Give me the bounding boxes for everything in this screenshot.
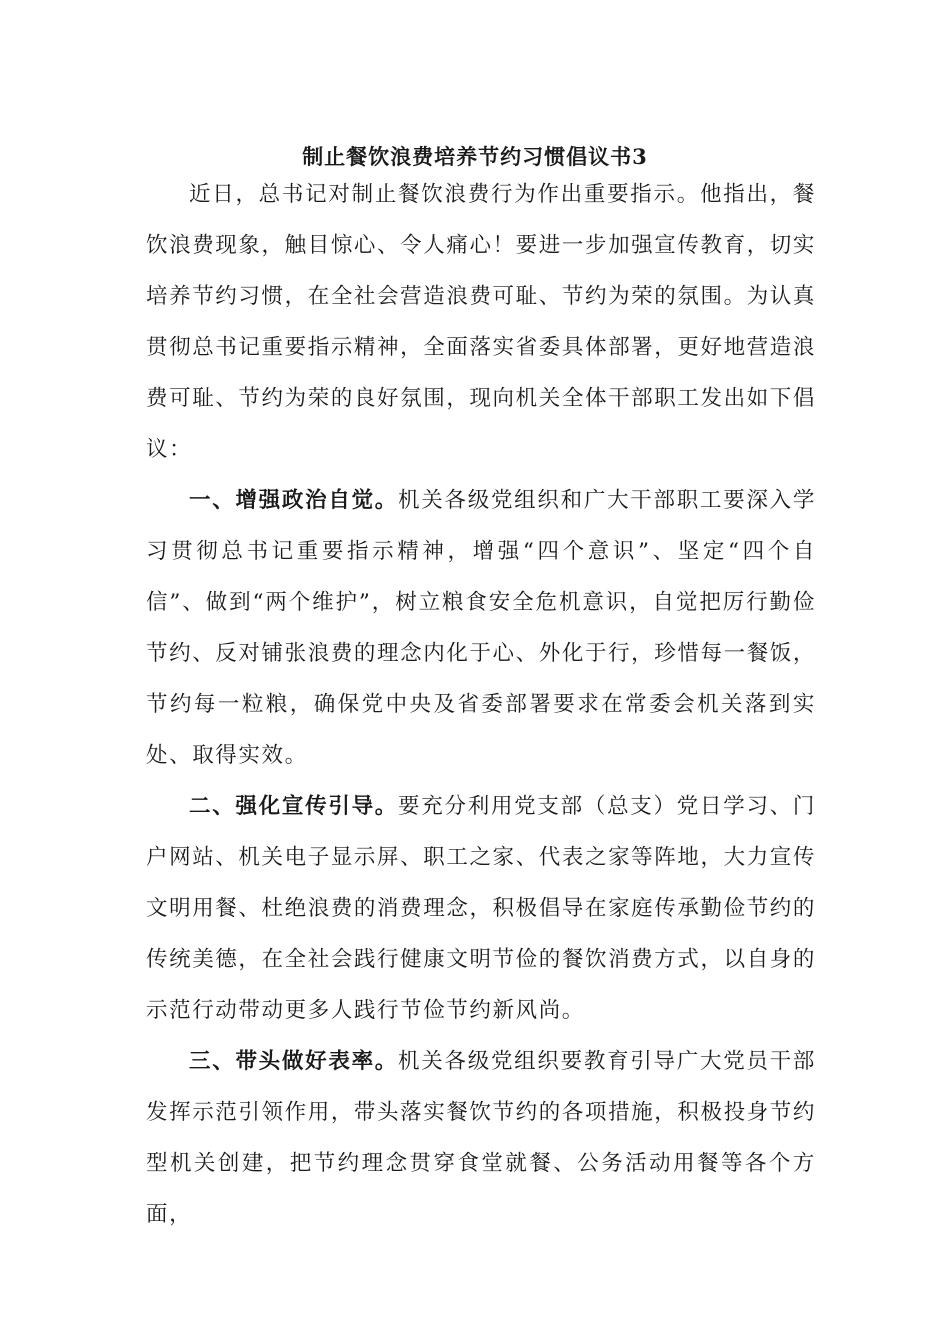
section-paragraph-1 [146,475,816,781]
section-text-3: 机关各级党组织要教育引导广大党员干部发挥示范引领作用，带头落实餐饮节约的各项措施，积极投身节约型机关创建，把节约理念贯穿食堂就餐、公务活动用餐等各个方面， [146,1049,816,1227]
section-text-1: 机关各级党组织和广大干部职工要深入学习贯彻总书记重要指示精神，增强“四个意识”、坚定“四个自信”、做到“两个维护”，树立粮食安全危机意识，自觉把厉行勤俭节约、反对铺张浪费的理念内化于心、外化于行，珍惜每一餐饭，节约每一粒粮，确保党中央及省委部署要求在常委会机关落到实处、取得实效。 [146,488,816,768]
section-paragraph-2 [146,781,816,1036]
section-heading-1: 一、增强政治自觉。 [189,488,399,513]
section-heading-2: 二、强化宣传引导。 [189,794,399,819]
section-text-2: 要充分利用党支部（总支）党日学习、门户网站、机关电子显示屏、职工之家、代表之家等阵地，大力宣传文明用餐、杜绝浪费的消费理念，积极倡导在家庭传承勤俭节约的传统美德，在全社会践行健康文明节俭的餐饮消费方式，以自身的示范行动带动更多人践行节俭节约新风尚。 [146,794,816,1023]
section-paragraph-3 [146,1036,816,1240]
document-body [146,163,816,1240]
document-title: 制止餐饮浪费培养节约习惯倡议书3 [302,144,648,169]
section-heading-3: 三、带头做好表率。 [189,1049,399,1074]
intro-paragraph: 近日，总书记对制止餐饮浪费行为作出重要指示。他指出，餐饮浪费现象，触目惊心、令人痛心！要进一步加强宣传教育，切实培养节约习惯，在全社会营造浪费可耻、节约为荣的氛围。为认真贯彻总书记重要指示精神，全面落实省委具体部署，更好地营造浪费可耻、节约为荣的良好氛围，现向机关全体干部职工发出如下倡议： [146,182,816,462]
